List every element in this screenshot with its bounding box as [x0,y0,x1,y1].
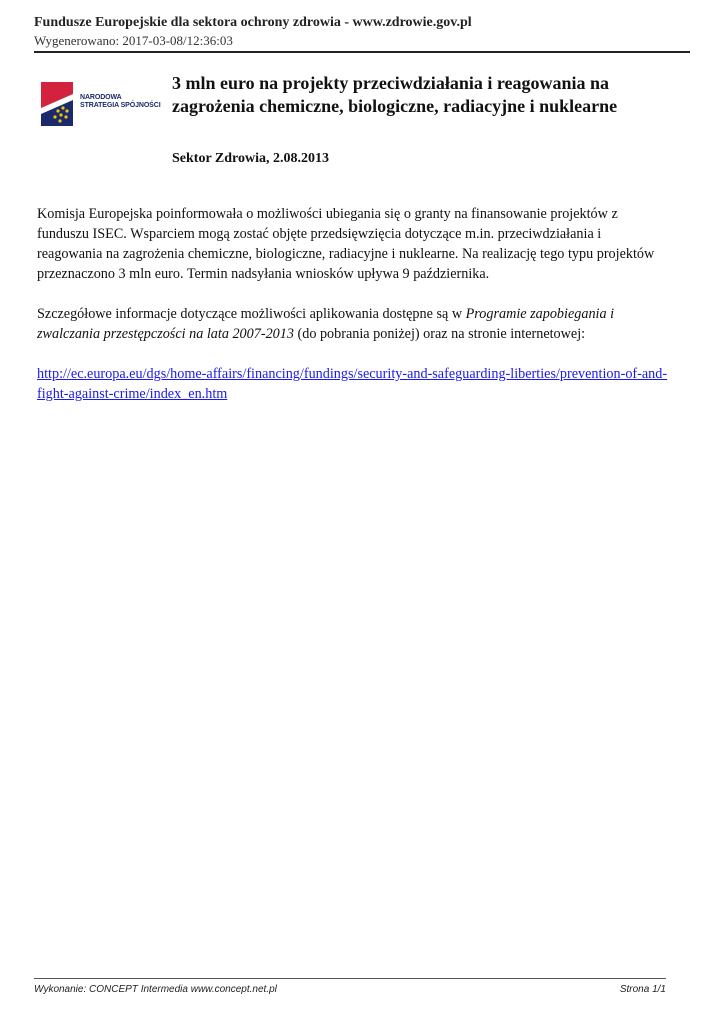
page-number: Strona 1/1 [619,984,666,995]
logo-line-1: NARODOWA [80,94,122,101]
program-title: Programie zapobiegania i zwalczania przestępczości na lata 2007-2013 [37,306,615,342]
paragraph-2 [37,304,669,344]
footer-credit: Wykonanie: CONCEPT Intermedia www.concept.net.pl [34,984,277,995]
article-title: 3 mln euro na projekty przeciwdziałania i reagowania na zagrożenia chemiczne, biologiczne, radiacyjne i nuklearne [172,73,618,116]
article-body [37,204,669,424]
logo-text [80,94,160,110]
page-header [34,14,690,49]
site-title: Fundusze Europejskie dla sektora ochrony zdrowia - www.zdrowie.gov.pl [34,15,472,30]
narodowa-strategia-spojnosci-logo [38,70,160,136]
flag-stars-icon [41,82,73,126]
generated-timestamp: Wygenerowano: 2017-03-08/12:36:03 [34,33,233,48]
article-meta: Sektor Zdrowia, 2.08.2013 [172,151,329,166]
paragraph-2-start: Szczegółowe informacje dotyczące możliwości aplikowania dostępne są w [37,306,466,322]
logo-line-2: STRATEGIA SPÓJNOŚCI [80,102,161,109]
external-link[interactable]: http://ec.europa.eu/dgs/home-affairs/financing/fundings/security-and-safeguarding-liberties/prevention-of-and-fight-against-crime/index_en.htm [37,366,668,402]
paragraph-1: Komisja Europejska poinformowała o możliwości ubiegania się o granty na finansowanie projektów z funduszu ISEC. Wsparciem mogą zostać objęte przedsięwzięcia dotyczące m.in. przeciwdziałania i reagowania na zagrożenia chemiczne, biologiczne, radiacyjne i nuklearne. Na realizację tego typu projektów przeznaczono 3 mln euro. Termin nadsyłania wniosków upływa 9 października. [37,206,655,282]
paragraph-3 [37,364,669,404]
header-divider [34,51,690,53]
paragraph-2-end: (do pobrania poniżej) oraz na stronie internetowej: [293,326,586,342]
footer-divider [34,978,666,979]
